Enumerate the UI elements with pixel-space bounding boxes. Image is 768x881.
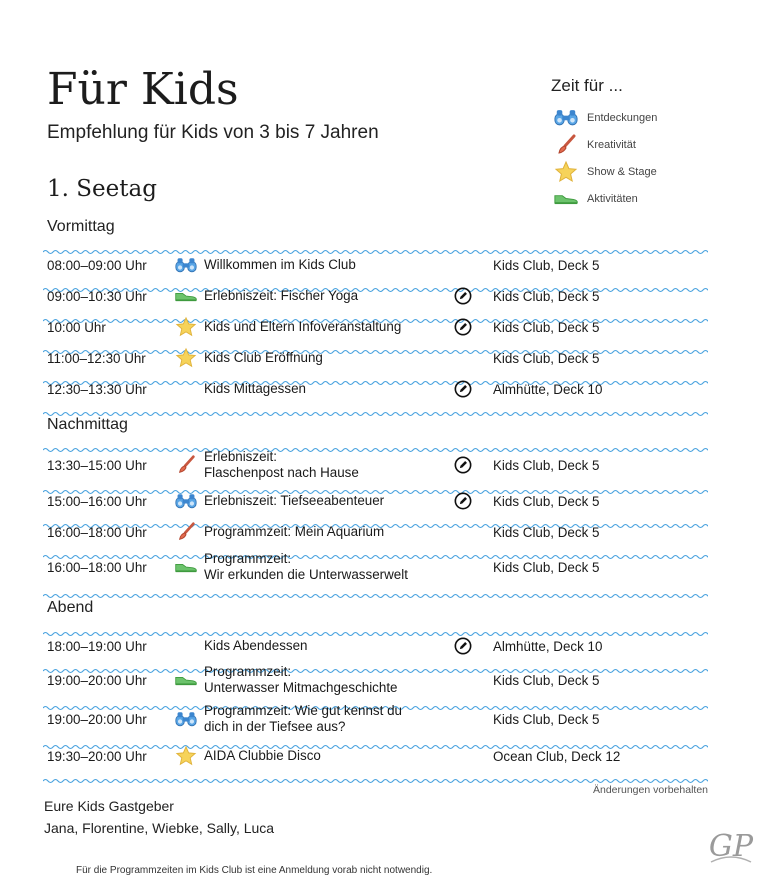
cruiseprism-logo [703,822,759,876]
event-title-line1: Erlebniszeit: [204,449,277,464]
brush-icon [168,521,204,543]
event-title-line2: dich in der Tiefsee aus? [204,719,346,734]
schedule-row [43,631,708,661]
event-location: Kids Club, Deck 5 [493,559,600,575]
legend-item [551,104,751,131]
binoculars-icon [168,256,204,274]
schedule-row [43,374,708,404]
wave-divider [43,586,708,592]
event-time: 16:00–18:00 Uhr [47,559,147,575]
legend-item [551,185,751,212]
legend-label: Show & Stage [587,165,657,178]
event-time: 16:00–18:00 Uhr [47,524,147,540]
binoculars-icon [168,710,204,728]
event-title [204,449,454,481]
registration-note-icon [454,380,487,398]
event-time: 13:30–15:00 Uhr [47,457,147,473]
event-time: 10:00 Uhr [47,319,106,335]
schedule-row [43,548,708,586]
star-icon [551,160,581,184]
event-title [204,551,454,583]
schedule-row [43,448,708,482]
wave-divider [43,771,708,777]
event-title [204,381,454,397]
event-location: Kids Club, Deck 5 [493,711,600,727]
event-title [204,319,454,335]
legend-label: Entdeckungen [587,111,658,124]
schedule-row [43,343,708,373]
legend-title: Zeit für ... [551,76,623,95]
wave-divider [43,440,708,446]
footnote: Für die Programmzeiten im Kids Club ist eine Anmeldung vorab nicht notwendig. [76,865,433,876]
event-location: Kids Club, Deck 5 [493,350,600,366]
event-time: 08:00–09:00 Uhr [47,257,147,273]
event-title-line1: Erlebniszeit: Fischer Yoga [204,288,359,303]
registration-note-icon [454,287,487,305]
event-location: Kids Club, Deck 5 [493,493,600,509]
schedule-row [43,741,708,771]
page-subtitle: Empfehlung für Kids von 3 bis 7 Jahren [47,122,379,143]
wave-divider [43,242,708,248]
event-location: Kids Club, Deck 5 [493,257,600,273]
wave-divider [43,404,708,410]
legend-label: Aktivitäten [587,192,638,205]
hosts-names: Jana, Florentine, Wiebke, Sally, Luca [44,820,275,836]
brush-icon [551,133,581,157]
event-location: Kids Club, Deck 5 [493,672,600,688]
section-heading: Nachmittag [47,416,128,433]
event-title-line2: Wir erkunden die Unterwasserwelt [204,567,408,582]
section-heading: Abend [47,599,94,616]
event-title [204,350,454,366]
event-title-line1: Kids und Eltern Infoveranstaltung [204,319,402,334]
event-title-line1: Kids Abendessen [204,638,308,653]
section-heading: Vormittag [47,218,115,235]
event-title-line1: Programmzeit: [204,551,292,566]
event-title-line1: Kids Club Eröffnung [204,350,323,365]
event-location: Ocean Club, Deck 12 [493,748,621,764]
event-location: Kids Club, Deck 5 [493,288,600,304]
event-time: 15:00–16:00 Uhr [47,493,147,509]
shoe-icon [168,290,204,302]
legend-label: Kreativität [587,138,636,151]
registration-note-icon [454,318,487,336]
registration-note-icon [454,637,487,655]
event-location: Almhütte, Deck 10 [493,381,603,397]
brush-icon [168,454,204,476]
schedule-row [43,662,708,698]
schedule-row [43,281,708,311]
event-location: Almhütte, Deck 10 [493,638,603,654]
event-time: 19:30–20:00 Uhr [47,748,147,764]
event-title-line2: Unterwasser Mitmachgeschichte [204,680,398,695]
event-title-line1: Programmzeit: [204,664,292,679]
event-title [204,524,454,540]
registration-note-icon [454,456,487,474]
schedule-row [43,486,708,516]
event-time: 09:00–10:30 Uhr [47,288,147,304]
star-icon [168,347,204,369]
legend-item [551,131,751,158]
shoe-icon [551,187,581,211]
event-time: 12:30–13:30 Uhr [47,381,147,397]
event-title-line1: AIDA Clubbie Disco [204,748,321,763]
legend [551,76,751,212]
legend-item [551,158,751,185]
disclaimer: Änderungen vorbehalten [592,784,708,796]
event-time: 18:00–19:00 Uhr [47,638,147,654]
schedule-row [43,312,708,342]
event-location: Kids Club, Deck 5 [493,457,600,473]
page-title: Für Kids [47,64,239,115]
event-title [204,664,454,696]
registration-note-icon [454,492,487,510]
event-title [204,638,454,654]
svg-text:GP: GP [708,829,754,864]
wave-divider [43,624,708,630]
event-title [204,703,454,735]
star-icon [168,745,204,767]
event-title-line1: Erlebniszeit: Tiefseeabenteuer [204,493,385,508]
star-icon [168,316,204,338]
event-title-line2: Flaschenpost nach Hause [204,465,359,480]
event-location: Kids Club, Deck 5 [493,319,600,335]
event-title [204,493,454,509]
event-title [204,748,454,764]
binoculars-icon [551,106,581,130]
event-time: 19:00–20:00 Uhr [47,711,147,727]
event-time: 11:00–12:30 Uhr [47,350,146,366]
schedule-row [43,701,708,737]
shoe-icon [168,561,204,573]
event-time: 19:00–20:00 Uhr [47,672,147,688]
event-location: Kids Club, Deck 5 [493,524,600,540]
binoculars-icon [168,492,204,510]
event-title-line1: Programmzeit: Wie gut kennst du [204,703,402,718]
schedule-row [43,250,708,280]
event-title [204,257,454,273]
event-title-line1: Kids Mittagessen [204,381,306,396]
hosts-title: Eure Kids Gastgeber [44,798,174,814]
schedule-row [43,517,708,547]
shoe-icon [168,674,204,686]
day-title: 1. Seetag [47,176,157,202]
event-title [204,288,454,304]
event-title-line1: Programmzeit: Mein Aquarium [204,524,385,539]
event-title-line1: Willkommen im Kids Club [204,257,356,272]
